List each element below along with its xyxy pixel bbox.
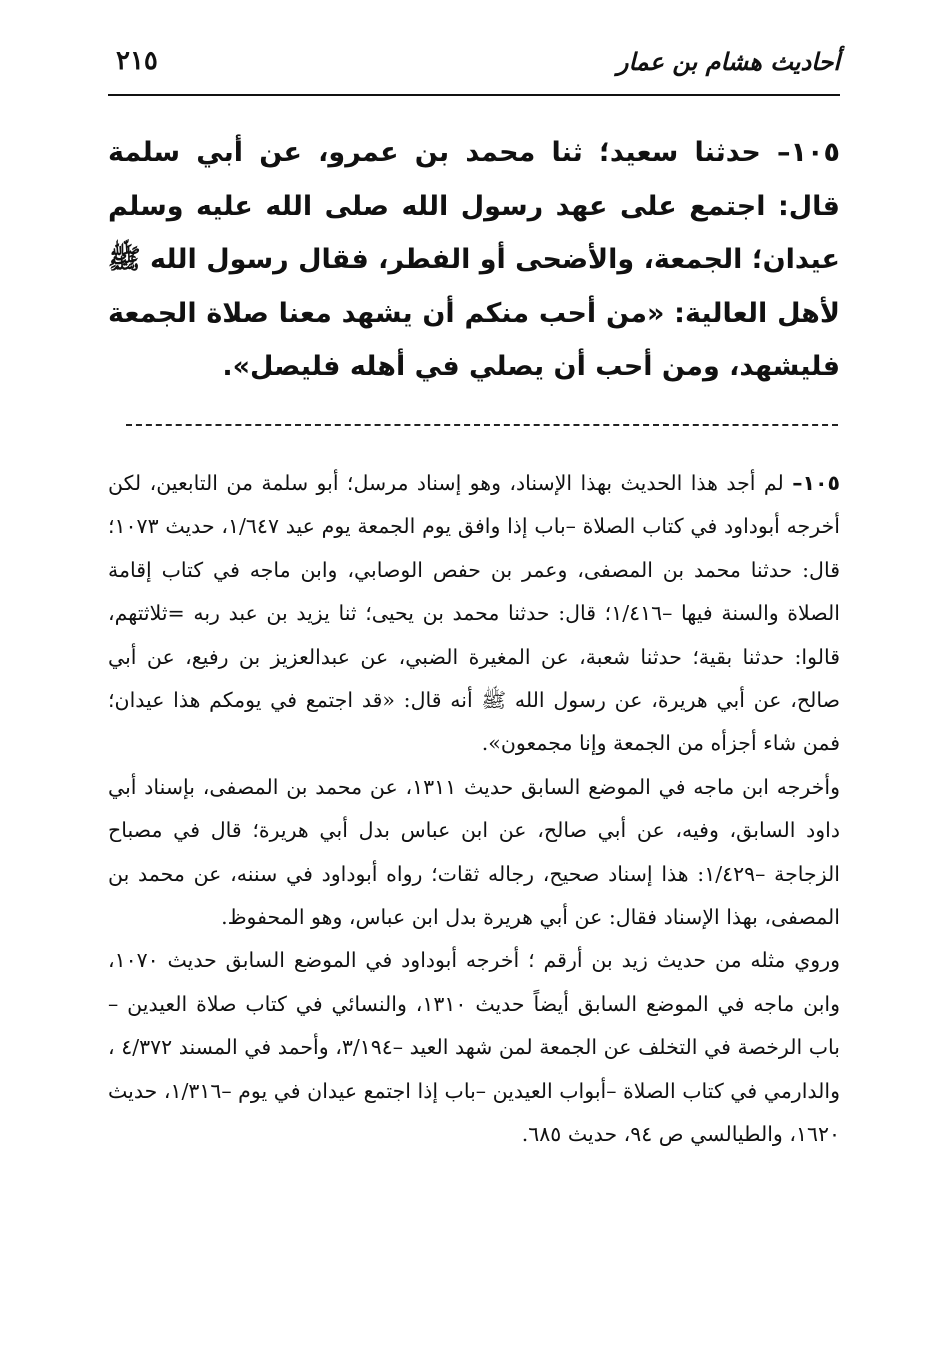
note-text-1: لم أجد هذا الحديث بهذا الإسناد، وهو إسناد مرسل؛ أبو سلمة من التابعين، لكن أخرجه أبوداود في كتاب الصلاة –باب إذا وافق يوم الجمعة يوم عيد ١/٦٤٧، حديث ١٠٧٣؛ قال: حدثنا محمد بن المصفى، وعمر بن حفص الوصابي، وابن ماجه في كتاب إقامة الصلاة والسنة فيها –١/٤١٦؛ قال: حدثنا محمد بن يحيى؛ ثنا يزيد بن عبد ربه =ثلاثتهم، قالوا: حدثنا بقية؛ حدثنا شعبة، عن المغيرة الضبي، عن عبدالعزيز بن رفيع، عن أبي صالح، عن أبي هريرة، عن رسول الله ﷺ أنه قال: «قد اجتمع في يومكم هذا عيدان؛ فمن شاء أجزأه من الجمعة وإنا مجمعون». <box>108 471 840 756</box>
note-paragraph-2: وأخرجه ابن ماجه في الموضع السابق حديث ١٣١١، عن محمد بن المصفى، بإسناد أبي داود السابق، وفيه، عن أبي صالح، عن ابن عباس بدل أبي هريرة؛ قال في مصباح الزجاجة –١/٤٢٩: هذا إسناد صحيح، رجاله ثقات؛ رواه أبوداود في سننه، عن محمد بن المصفى، بهذا الإسناد فقال: عن أبي هريرة بدل ابن عباس، وهو المحفوظ. <box>108 774 840 930</box>
footnote-separator <box>126 424 838 426</box>
note-paragraph-3: وروي مثله من حديث زيد بن أرقم ؛ أخرجه أبوداود في الموضع السابق حديث ١٠٧٠، وابن ماجه في الموضع السابق أيضاً حديث ١٣١٠، والنسائي في كتاب صلاة العيدين –باب الرخصة في التخلف عن الجمعة لمن شهد العيد –٣/١٩٤، وأحمد في المسند ٤/٣٧٢ ، والدارمي في كتاب الصلاة –أبواب العيدين –باب إذا اجتمع عيدان في يوم –١/٣١٦، حديث ١٦٢٠، والطيالسي ص ٩٤، حديث ٦٨٥. <box>108 948 840 1147</box>
note-number: ١٠٥– <box>792 471 840 495</box>
footnotes <box>108 462 840 1157</box>
page-number: ٢١٥ <box>116 46 158 76</box>
book-title: أحاديث هشام بن عمار <box>616 48 840 76</box>
running-header <box>108 44 840 96</box>
hadith-text: ١٠٥– حدثنا سعيد؛ ثنا محمد بن عمرو، عن أبي سلمة قال: اجتمع على عهد رسول الله صلى الله عليه وسلم عيدان؛ الجمعة، والأضحى أو الفطر، فقال رسول الله ﷺ لأهل العالية: «من أحب منكم أن يشهد معنا صلاة الجمعة فليشهد، ومن أحب أن يصلي في أهله فليصل». <box>108 137 840 382</box>
note-paragraph-1 <box>108 462 840 766</box>
